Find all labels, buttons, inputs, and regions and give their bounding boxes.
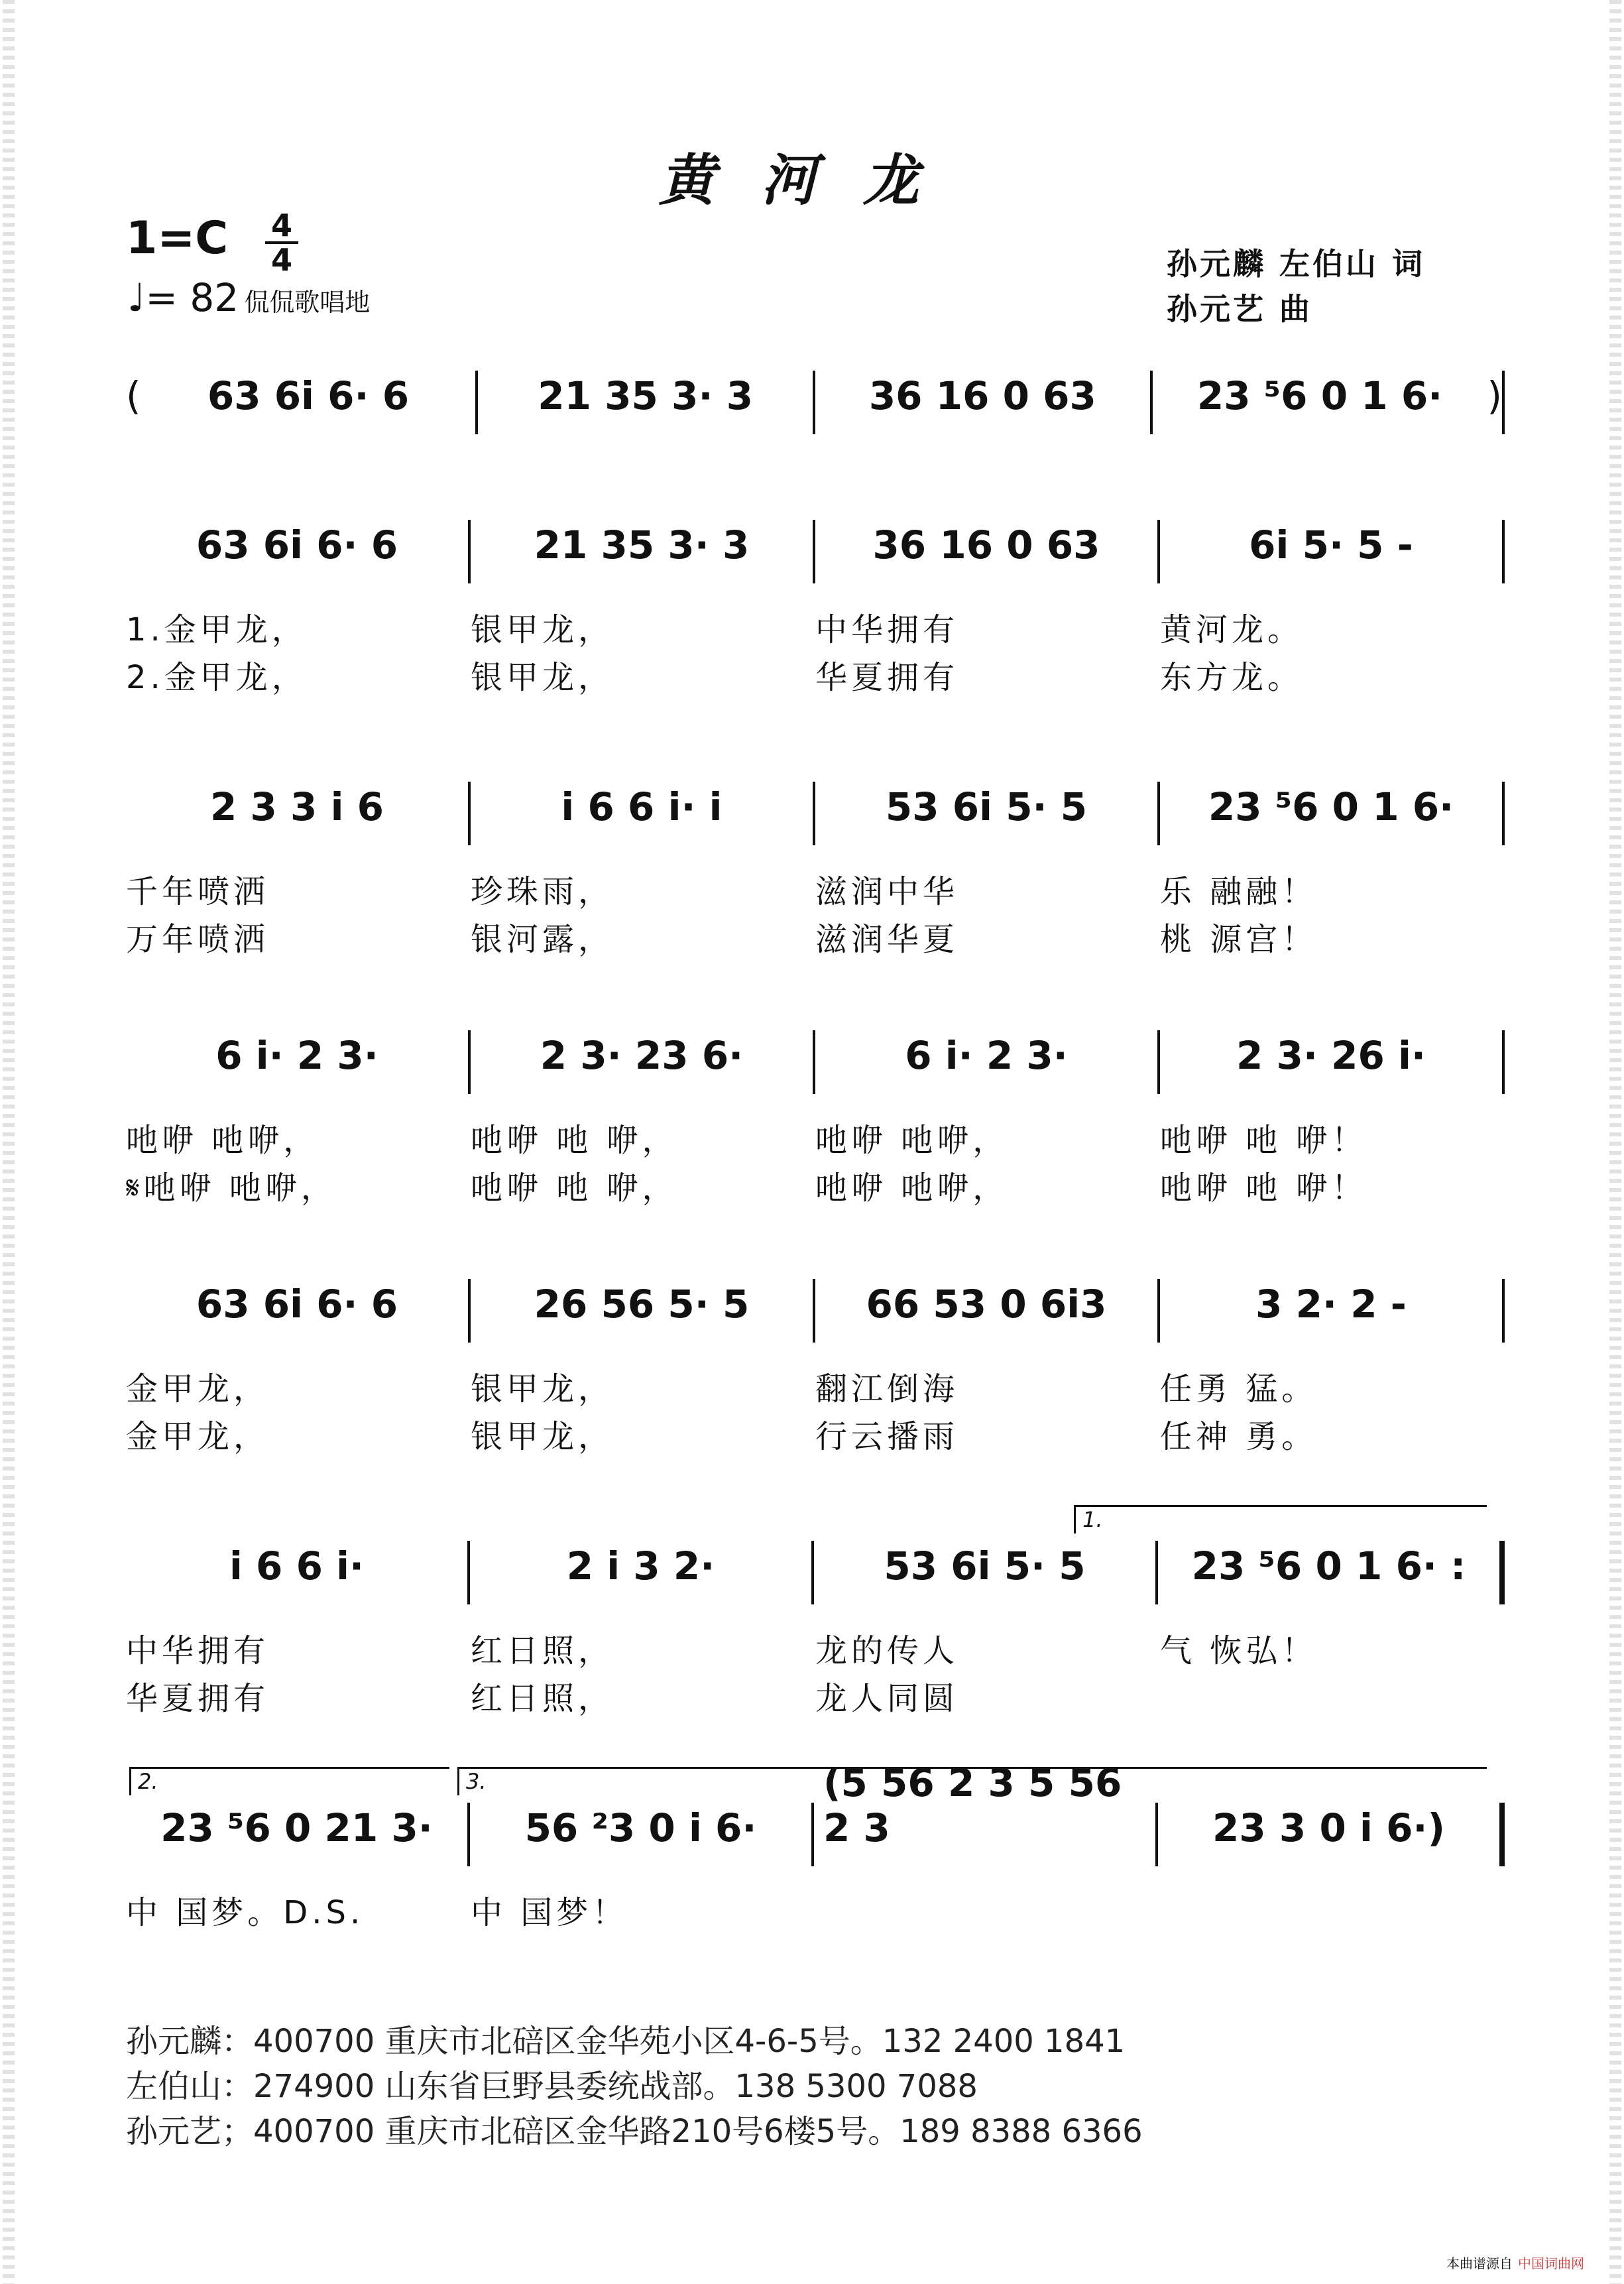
measure: i 6 6 i· i <box>561 784 723 829</box>
measure: 23 3 0 i 6·) <box>1212 1805 1445 1850</box>
left-border-strip <box>3 0 15 2284</box>
lyric: 中 国梦！ <box>471 1894 628 1931</box>
address-line: 左伯山：274900 山东省巨野县委统战部。138 5300 7088 <box>126 2068 978 2105</box>
measure: 2 i 3 2· <box>566 1543 715 1589</box>
lyric: 万年喷洒 <box>126 921 270 958</box>
measure: i 6 6 i· <box>229 1543 365 1589</box>
lyric: 吔咿 吔 咿， <box>471 1122 678 1159</box>
measure: 21 35 3· 3 <box>534 522 750 568</box>
measure: 66 53 0 6i3 <box>866 1282 1107 1327</box>
footer-source: 本曲谱源自 <box>1446 2255 1513 2271</box>
address-line: 孙元艺；400700 重庆市北碚区金华路210号6楼5号。189 8388 6366 <box>126 2113 1143 2150</box>
lyric: 1.金甲龙， <box>126 611 308 648</box>
measure: 23 ⁵6 0 21 3· <box>160 1805 433 1850</box>
measure: 2 3· 23 6· <box>540 1033 744 1078</box>
lyric: 华夏拥有 <box>126 1680 270 1717</box>
lyric: 气 恢弘！ <box>1160 1632 1318 1669</box>
lyric: 任勇 猛。 <box>1160 1370 1318 1408</box>
lyric: 吔咿 吔 咿！ <box>1160 1170 1367 1207</box>
measure: 36 16 0 63 <box>868 373 1096 418</box>
measure: 63 6i 6· 6 <box>196 522 398 568</box>
lyric: 滋润华夏 <box>815 921 959 958</box>
lyric: 黄河龙。 <box>1160 611 1304 648</box>
score-system-6 <box>126 1760 1505 1937</box>
lyric: 吔咿 吔 咿！ <box>1160 1122 1367 1159</box>
measure: 6 i· 2 3· <box>215 1033 378 1078</box>
lyric: 行云播雨 <box>815 1418 959 1455</box>
lyric: 吔咿 吔 咿， <box>471 1170 678 1207</box>
measure: 53 6i 5· 5 <box>885 784 1088 829</box>
lyric: 银甲龙， <box>471 659 614 696</box>
lyric: 龙的传人 <box>815 1632 959 1669</box>
tempo-style: 侃侃歌唱地 <box>244 288 371 317</box>
lyric: 龙人同圆 <box>815 1680 959 1717</box>
score-system-2 <box>126 772 1505 963</box>
measure: 56 ²3 0 i 6· <box>524 1805 757 1850</box>
lyric: 金甲龙， <box>126 1370 270 1408</box>
lyric: 中 国梦。D.S. <box>126 1894 365 1931</box>
lyricist-credit: 孙元麟 左伯山 词 <box>1167 246 1426 282</box>
lyric: 中华拥有 <box>815 611 959 648</box>
score-system-5 <box>126 1532 1505 1722</box>
lyric: 任神 勇。 <box>1160 1418 1318 1455</box>
first-ending-bracket: 1. <box>1074 1505 1487 1533</box>
meter-top: 4 <box>270 208 292 243</box>
measure: 26 56 5· 5 <box>534 1282 750 1327</box>
lyric: 吔咿 吔咿， <box>815 1170 1009 1207</box>
right-border-strip <box>1609 0 1621 2284</box>
lyrics-block <box>126 1889 1505 1937</box>
lyric: 2.金甲龙， <box>126 659 308 696</box>
measure: 63 6i 6· 6 <box>196 1282 398 1327</box>
intro-close-paren: ) <box>1487 373 1503 418</box>
lyric: 红日照， <box>471 1632 614 1669</box>
lyric: 金甲龙， <box>126 1418 270 1455</box>
lyric: 吔咿 吔咿， <box>126 1122 319 1159</box>
lyric: 吔咿 吔咿， <box>815 1122 1009 1159</box>
lyric: 滋润中华 <box>815 873 959 910</box>
measure: 6i 5· 5 - <box>1249 522 1413 568</box>
contact-addresses <box>126 2019 1143 2154</box>
measure: 2 3 3 i 6 <box>209 784 384 829</box>
measure: 2 3· 26 i· <box>1236 1033 1426 1078</box>
lyrics-block <box>126 606 1505 701</box>
lyrics-block <box>126 868 1505 963</box>
measure: 3 2· 2 - <box>1255 1282 1407 1327</box>
lyrics-block <box>126 1116 1505 1212</box>
second-ending-bracket: 2. <box>129 1767 449 1795</box>
intro-system <box>126 361 1505 441</box>
lyric: 银甲龙， <box>471 1370 614 1408</box>
measure: 23 ⁵6 0 1 6· <box>1208 784 1454 829</box>
lyric: 桃 源宫！ <box>1160 921 1318 958</box>
score-system-3 <box>126 1021 1505 1212</box>
meter-bottom: 4 <box>270 242 292 278</box>
lyric: 银甲龙， <box>471 1418 614 1455</box>
lyric: 翻江倒海 <box>815 1370 959 1408</box>
lyric: 中华拥有 <box>126 1632 270 1669</box>
measure: 6 i· 2 3· <box>905 1033 1068 1078</box>
address-line: 孙元麟：400700 重庆市北碚区金华苑小区4-6-5号。132 2400 1841 <box>126 2023 1126 2060</box>
measure: 23 ⁵6 0 1 6· : <box>1191 1543 1466 1589</box>
score-system-4 <box>126 1270 1505 1461</box>
lyric: 红日照， <box>471 1680 614 1717</box>
lyric: 乐 融融！ <box>1160 873 1318 910</box>
song-title: 黄河龙 <box>658 147 965 213</box>
tempo-marking <box>127 275 370 320</box>
composer-credit: 孙元艺 曲 <box>1167 291 1313 327</box>
measure: (5 56 2 3 5 56 2 3 <box>823 1760 1122 1850</box>
lyric: 千年喷洒 <box>126 873 270 910</box>
measure: 23 ⁵6 0 1 6· <box>1196 373 1443 418</box>
tempo-value: = 82 <box>145 275 239 320</box>
footer-site-link[interactable]: 中国词曲网 <box>1518 2255 1584 2271</box>
lyric: 𝄋吔咿 吔咿， <box>126 1170 337 1207</box>
lyric: 东方龙。 <box>1160 659 1304 696</box>
score-system-1 <box>126 511 1505 701</box>
measure: 36 16 0 63 <box>872 522 1100 568</box>
key-signature: 1=C <box>126 212 229 265</box>
measure: 21 35 3· 3 <box>538 373 754 418</box>
third-ending-bracket: 3. <box>457 1767 1487 1795</box>
intro-open-paren: ( <box>126 373 141 418</box>
lyrics-block <box>126 1627 1505 1722</box>
measure: 53 6i 5· 5 <box>884 1543 1086 1589</box>
quarter-note-icon: ♩ <box>127 275 146 320</box>
measure: 63 6i 6· 6 <box>207 373 410 418</box>
lyric <box>1160 1675 1505 1722</box>
source-footer <box>1446 2253 1584 2272</box>
lyric: 银河露， <box>471 921 614 958</box>
time-signature <box>265 208 298 278</box>
lyric: 珍珠雨， <box>471 873 614 910</box>
lyric: 银甲龙， <box>471 611 614 648</box>
lyric: 华夏拥有 <box>815 659 959 696</box>
lyrics-block <box>126 1365 1505 1461</box>
lyric <box>815 1889 1160 1937</box>
lyric <box>1160 1889 1505 1937</box>
